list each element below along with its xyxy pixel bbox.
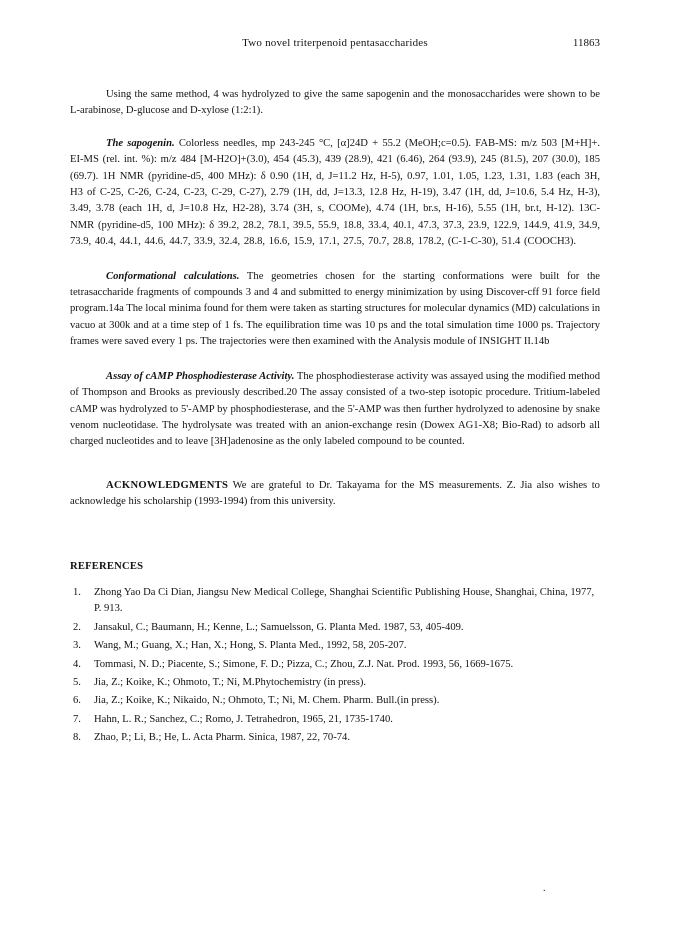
reference-text: Zhao, P.; Li, B.; He, L. Acta Pharm. Sinica, 1987, 22, 70-74.: [94, 732, 350, 744]
article-body: [70, 87, 600, 749]
reference-text: Wang, M.; Guang, X.; Han, X.; Hong, S. Planta Med., 1992, 58, 205-207.: [94, 640, 407, 652]
assay-heading: Assay of cAMP Phosphodiesterase Activity.: [106, 370, 295, 382]
reference-item: [70, 693, 600, 709]
reference-list: [70, 585, 600, 747]
sapogenin-data: Colorless needles, mp 243-245 °C, [α]24D + 55.2 (MeOH;c=0.5). FAB-MS: m/z 503 [M+H]+. EI-MS (rel. int. %): m/z 484 [M-H2O]+(3.0), 454 (45.3), 439 (28.9), 421 (6.46), 264 (93.9), 245 (81.5), 207 (30.0), 185 (69.7). 1H NMR (pyridine-d5, 400 MHz): δ 0.90 (1H, d, J=11.2 Hz, H-5), 0.97, 1.01, 1.05, 1.23, 1.31, 1.83 (each 3H, H3 of C-25, C-26, C-24, C-23, C-29, C-27), 2.79 (1H, dd, J=13.3, 12.8 Hz, H-19), 3.47 (1H, dd, J=10.6, 5.4 Hz, H-3), 3.49, 3.78 (each 1H, d, J=10.8 Hz, H2-28), 3.74 (3H, s, COOMe), 4.74 (1H, br.s, H-16), 5.55 (1H, br.t, H-12). 13C-NMR (pyridine-d5, 100 MHz): δ 39.2, 28.2, 78.1, 39.5, 55.9, 18.8, 33.4, 40.1, 47.3, 37.3, 23.9, 122.9, 144.9, 41.9, 34.9, 73.9, 40.4, 44.1, 44.6, 44.7, 33.9, 32.4, 28.8, 16.6, 15.9, 17.1, 27.5, 70.7, 28.8, 178.2, (C-1-C-30), 51.4 (COOCH3).: [70, 137, 600, 248]
reference-item: [70, 712, 600, 728]
sapogenin-paragraph: [70, 136, 600, 251]
footer-mark: .: [543, 883, 546, 894]
acknowledgments-heading: ACKNOWLEDGMENTS: [106, 479, 229, 491]
reference-item: [70, 585, 600, 618]
reference-text: Jansakul, C.; Baumann, H.; Kenne, L.; Samuelsson, G. Planta Med. 1987, 53, 405-409.: [94, 621, 464, 633]
acknowledgments-paragraph: [70, 478, 600, 511]
conformational-heading: Conformational calculations.: [106, 270, 240, 282]
reference-number: 4.: [73, 658, 81, 670]
reference-number: 6.: [73, 695, 81, 707]
reference-text: Jia, Z.; Koike, K.; Nikaido, N.; Ohmoto, T.; Ni, M. Chem. Pharm. Bull.(in press).: [94, 695, 440, 707]
reference-number: 2.: [73, 621, 81, 633]
conformational-text: The geometries chosen for the starting conformations were built for the tetrasaccharide fragments of compounds 3 and 4 and submitted to energy minimization by using Discover-cff 91 force field program.14a The local minima found for them were taken as starting structures for molecular dynamics (MD) calculations in vacuo at 300k and at a time step of 1 fs. The equilibration time was 10 ps and the total simulation time 1000 ps. Trajectory frames were saved every 1 ps. The trajectories were then examined with the Analysis module of INSIGHT II.14b: [70, 270, 600, 348]
conformational-paragraph: [70, 269, 600, 351]
reference-number: 7.: [73, 713, 81, 725]
sapogenin-heading: The sapogenin.: [106, 137, 175, 149]
reference-text: Jia, Z.; Koike, K.; Ohmoto, T.; Ni, M.Phytochemistry (in press).: [94, 676, 367, 688]
reference-text: Tommasi, N. D.; Piacente, S.; Simone, F. D.; Pizza, C.; Zhou, Z.J. Nat. Prod. 1993, 56, 1669-1675.: [94, 658, 514, 670]
reference-number: 5.: [73, 676, 81, 688]
assay-text: The phosphodiesterase activity was assayed using the modified method of Thompson and Brooks as previously described.20 The assay consisted of a two-step isotopic procedure. Tritium-labeled cAMP was hydrolyzed to 5'-AMP by phosphodiesterase, and the 5'-AMP was then further hydrolyzed to adenosine by snake venom nucleotidase. The hydrolysate was treated with an anion-exchange resin (Dowex AG1-X8; Bio-Rad) to adsorb all charged nucleotides and to leave [3H]adenosine as the only labeled compound to be counted.: [70, 370, 600, 448]
page-number: 11863: [572, 37, 600, 49]
running-title: Two novel triterpenoid pentasaccharides: [242, 37, 428, 49]
reference-text: Zhong Yao Da Ci Dian, Jiangsu New Medical College, Shanghai Scientific Publishing House, Shanghai, China, 1977, P. 913.: [94, 586, 595, 615]
references-heading: REFERENCES: [70, 560, 144, 572]
reference-number: 3.: [73, 640, 81, 652]
reference-item: [70, 620, 600, 636]
reference-item: [70, 638, 600, 654]
page-header: [70, 37, 600, 51]
reference-item: [70, 675, 600, 691]
reference-number: 8.: [73, 732, 81, 744]
acknowledgments-text: We are grateful to Dr. Takayama for the MS measurements. Z. Jia also wishes to acknowledge his scholarship (1993-1994) from this university.: [70, 479, 600, 508]
reference-number: 1.: [73, 586, 81, 598]
hydrolysis-paragraph: Using the same method, 4 was hydrolyzed to give the same sapogenin and the monosaccharides were shown to be L-arabinose, D-glucose and D-xylose (1:2:1).: [70, 89, 600, 117]
reference-text: Hahn, L. R.; Sanchez, C.; Romo, J. Tetrahedron, 1965, 21, 1735-1740.: [94, 713, 393, 725]
reference-item: [70, 730, 600, 746]
reference-item: [70, 657, 600, 673]
assay-paragraph: [70, 369, 600, 451]
